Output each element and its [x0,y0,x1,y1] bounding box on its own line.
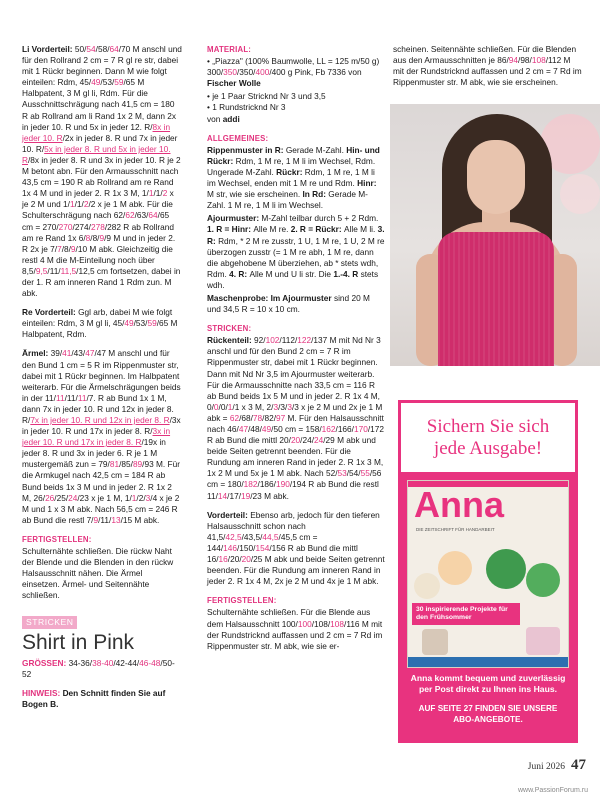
rib-pattern-paragraph: Rippenmuster in R: Gerade M-Zahl. Hin- und Rückr: Rdm, 1 M re, 1 M li im Wechsel, Rdm. Ungerade M-Zahl. Rückr: Rdm, 1 M re, 1 M li im Wechsel, enden mit 1 M re und Rdm. Hinr: M str, wie sie erscheinen. In Rd: Gerade M-Zahl. 1 M re, 1 M li im Wechsel. [207,144,380,211]
subscription-ad[interactable] [398,400,578,743]
material-needles-2: • 1 Rundstricknd Nr 3 [207,102,385,113]
ad-headline [398,400,578,475]
sweater-thumb [422,629,448,655]
front-paragraph: Vorderteil: Ebenso arb, jedoch für den tieferen Halsausschnitt schon nach 41,5/42,5/43,5/44,5/45,5 cm = 144/146/150/154/156 R ab Bund die mittl 16/16/20/20/25 M abk und beide Seiten getrennt beenden. Für die Rundung am inneren Rand in jeder 2. R 1x 4 M, 2x je 2 M und 4x je 1 M abk. [207,509,385,587]
ad-headline-line-1: Sichern Sie sich [426,416,550,437]
lace-pattern-paragraph: Ajourmuster: M-Zahl teilbar durch 5 + 2 Rdm. 1. R = Hinr: Alle M re. 2. R = Rückr: Alle M li. 3. R: Rdm, * 2 M re zusstr, 1 U, 1 M re, 1 U, 2 M re überzogen zusstr (= 1 M re abh, 1 M re, dann die abgehobene M überziehen, ab * stets wdh, Rdm. 4. R: Alle M und U li str. Die 1.-4. R stets wdh. [207,213,385,290]
sleeve-paragraph: Ärmel: 39/41/43/47/47 M anschl und für den Bund 1 cm = 5 R im Rippenmuster str, dabei mit 1 Rückr beginnen. Im Halbpatent weiterarb. Für die Ärmelschrägungen beids in der 11/11/11/11/7. R ab Bund 1x 1 M, dann 7x in jeder 10. R und 12x in jeder 8. R/7x in jeder 10. R und 12x in jeder 8. R/3x in jeder 10. R und 17x in jeder 8. R/3x in jeder 10. R und 17x in jeder 8. R/19x in jeder 8. R und 3x in jeder 6. R je 1 M mustergemäß zun = 79/81/85/89/93 M. Für die Armkugel nach 42,5 cm = 184 R ab Bund beids 1x 3 M und in jeder 2. R 1x 2 M, 26/26/25/24/23 x je 1 M, 1/1/2/3/4 x je 2 M und 1 x 3 M abk. Nach 56,5 cm = 246 R ab Bund die restl 7/9/11/13/15 M abk. [22,348,181,525]
magazine-cover [407,480,569,668]
magazine-banner: 30 inspirierende Projekte für den Frühsommer [412,603,520,625]
doll-icon [438,551,472,585]
magazine-subtitle: DIE ZEITSCHRIFT FÜR HANDARBEIT [416,527,495,532]
back-paragraph: Rückenteil: 92/102/112/122/137 M mit Nd Nr 3 anschl und für den Bund 2 cm = 7 R im Rippenmuster str, dabei mit 1 Rückr beginnen. Dann mit Nd Nr 3,5 im Ajourmuster weiterarb. Für die Armausschnitte nach 33,5 cm = 116 R ab Bund beids 1x 5 M und in jeder 2. R 1x 4 M, 0/0/0/1/1 x 3 M, 2/3/3/3/3 x je 2 M und 2x je 1 M abk = 62/68/78/82/97 M. Für den Halsausschnitt nach 46/47/48/49/50 cm = 158/162/166/170/172 R ab Bund die mittl 20/20/24/24/29 M abk und beide Seiten getrennt beenden. Für die Rundung am inneren Rand in jeder 2. R 1x 3 M, 1x 2 M und 5x je 1 M abk. Nach 52/53/54/55/56 cm = 180/182/186/190/194 R ab Bund die restl 11/14/17/19/23 M abk. [207,335,384,501]
finishing-heading: FERTIGSTELLEN: [22,534,92,544]
project-title: Shirt in Pink [22,630,135,654]
ad-copy-line-1: Anna kommt bequem und zuverlässig per Post direkt zu Ihnen ins Haus. [410,673,566,694]
column-right [393,44,583,96]
model-face [467,140,525,214]
material-needles-brand: von addi [207,113,240,124]
column-middle [207,44,385,660]
material-yarn: • „Piazza" (100% Baumwolle, LL = 125 m/50 g) 300/350/350/400/400 g Pink, Fb 7336 von Fischer Wolle [207,56,380,89]
finishing-paragraph-2: Schulternähte schließen. Für die Blende aus dem Halsausschnitt 100/100/108/108/116 M mit der Rundstricknd auffassen und 2 cm = 7 Rd im Rippenmuster str. M abk, wie sie er- [207,607,383,651]
material-heading: MATERIAL: [207,45,252,54]
turtle-icon [486,549,526,589]
magazine-logo: Anna [414,484,504,525]
pink-knit-top [438,232,554,366]
finishing-paragraph: Schulternähte schließen. Die rückw Naht der Blende und die Blenden in den rückw Halsausschnitt nähen. Die Ärmel einsetzen. Ärmel- und Seitennähte schließen. [22,546,174,601]
ad-headline-line-2: jede Ausgabe! [433,438,543,459]
column-left [22,44,182,718]
top-thumb [526,627,560,655]
bunny-icon [414,573,440,599]
ad-copy-line-2: AUF SEITE 27 FINDEN SIE UNSERE ABO-ANGEBOTE. [418,704,558,724]
issue-date: Juni 2026 [527,762,565,772]
general-heading: ALLGEMEINES: [207,133,269,143]
finishing-continued: scheinen. Seitennähte schließen. Für die Blenden aus den Armausschnitten je 86/94/98/108/112 M mit der Rundstricknd auffassen und 2 cm = 7 Rd im Rippenmuster str. M abk, wie sie erscheinen. [393,44,582,88]
ad-copy [408,673,568,725]
gauge-paragraph: Maschenprobe: Im Ajourmuster sind 20 M und 34,5 R = 10 x 10 cm. [207,292,370,315]
magazine-bottom-bar [408,657,569,668]
section-chip: STRICKEN [22,616,77,629]
source-watermark: www.PassionForum.ru [517,787,588,794]
knitting-heading: STRICKEN: [207,324,252,334]
turtle-icon-2 [526,563,560,597]
right-front-paragraph: Re Vorderteil: Ggl arb, dabei M wie folgt einteilen: Rdm, 3 M gl li, 45/49/53/59/65 M Halbpatent, Rdm. [22,307,178,340]
flower-blur-2 [560,174,600,214]
page-footer [528,757,586,774]
sizes-line: GRÖSSEN: 34-36/38-40/42-44/46-48/50-52 [22,657,175,679]
material-needles-1: • je 1 Paar Stricknd Nr 3 und 3,5 [207,91,385,102]
finishing-heading-2: FERTIGSTELLEN: [207,596,277,606]
model-photo [390,104,600,366]
hint-line: HINWEIS: Den Schnitt finden Sie auf Bogen B. [22,687,166,709]
page-number: 47 [571,757,586,773]
left-front-paragraph: Li Vorderteil: 50/54/58/64/70 M anschl und für den Rollrand 2 cm = 7 R gl re str, dabei mit 1 Rückr beginnen. Dann M wie folgt einteilen: Rdm, 45/49/53/59/65 M Halbpatent, 3 M gl li, Rdm. Für die Ausschnittschrägung nach 41,5 cm = 180 R ab Rollrand am li Rand 1x 2 M, dann 2x in jeder 10. R und 5x in jeder 12. R/8x in jeder 10. R/2x in jeder 8. R und 7x in jeder 10. R/5x in jeder 8. R und 5x in jeder 10. R/8x in jeder 8. R und 3x in jeder 10. R je 2 M betont abn. Für den Armausschnitt nach 43,5 cm = 190 R ab Rollrand am re Rand 1x 4 M und in jeder 2. R 1x 3 M, 1/1/1/2 x je 2 M und 1/1/1/2/2 x je 1 M abk. Für die Schulterschrägung nach 62/62/63/64/65 cm = 270/270/274/278/282 R ab Rollrand am re Rand 1x 6/8/8/9/9 M und in jeder 2. R 2x je 7/7/8/9/10 M abk. Gleichzeitig die restl 4 M die M-Einteilung noch über 8,5/9,5/11/11,5/12,5 cm fortsetzen, dabei in der 1. R am inneren Rand 1 Rdm zun. M abk. [22,44,182,299]
